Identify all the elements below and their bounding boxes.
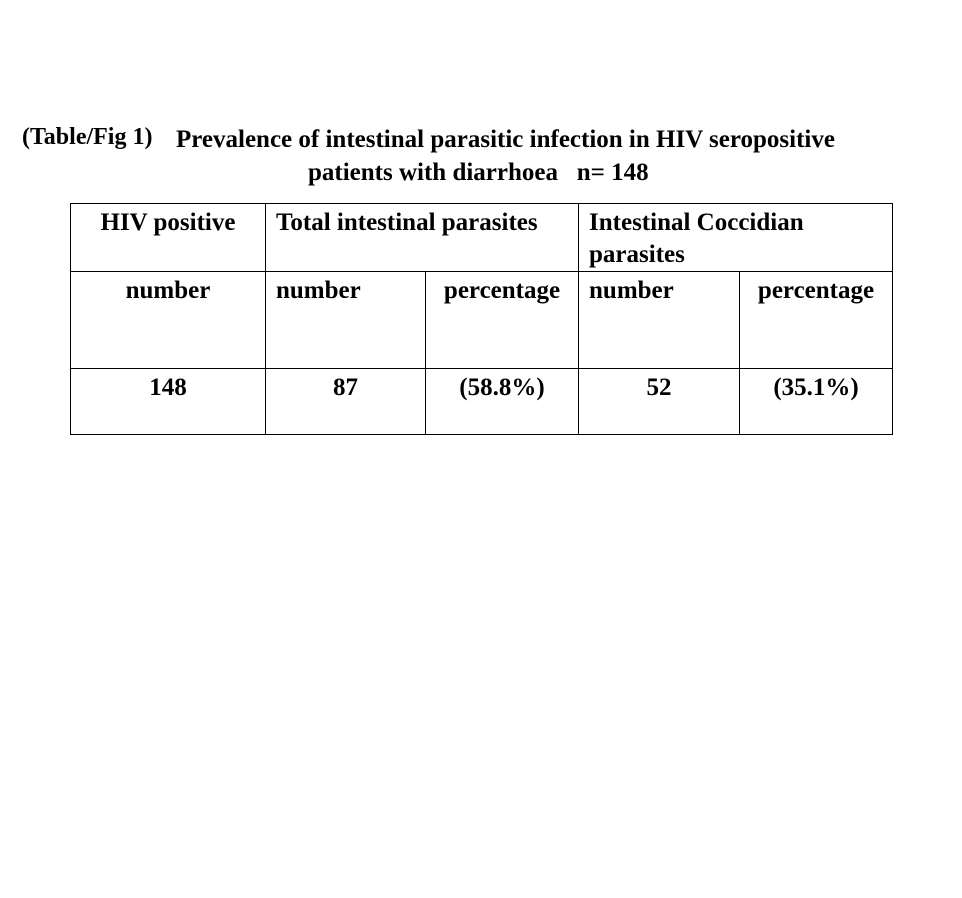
subheader-coccidian-percentage: percentage <box>740 272 893 369</box>
header-hiv-positive: HIV positive <box>71 204 266 272</box>
header-total-intestinal-parasites: Total intestinal parasites <box>266 204 579 272</box>
subheader-total-percentage: percentage <box>426 272 579 369</box>
table-sub-header-row <box>71 272 893 369</box>
value-total-number: 87 <box>266 369 426 435</box>
subheader-hiv-number: number <box>71 272 266 369</box>
header-intestinal-coccidian-parasites: Intestinal Coccidian parasites <box>579 204 893 272</box>
subheader-total-number: number <box>266 272 426 369</box>
prevalence-table <box>70 203 893 435</box>
value-coccidian-percentage: (35.1%) <box>740 369 893 435</box>
figure-label: (Table/Fig 1) <box>22 124 153 150</box>
value-total-percentage: (58.8%) <box>426 369 579 435</box>
figure-title-line-2: patients with diarrhoea n= 148 <box>308 159 649 186</box>
table-row <box>71 369 893 435</box>
value-coccidian-number: 52 <box>579 369 740 435</box>
table-group-header-row <box>71 204 893 272</box>
subheader-coccidian-number: number <box>579 272 740 369</box>
value-hiv-number: 148 <box>71 369 266 435</box>
figure-title-line-1: Prevalence of intestinal parasitic infection in HIV seropositive <box>176 126 835 153</box>
